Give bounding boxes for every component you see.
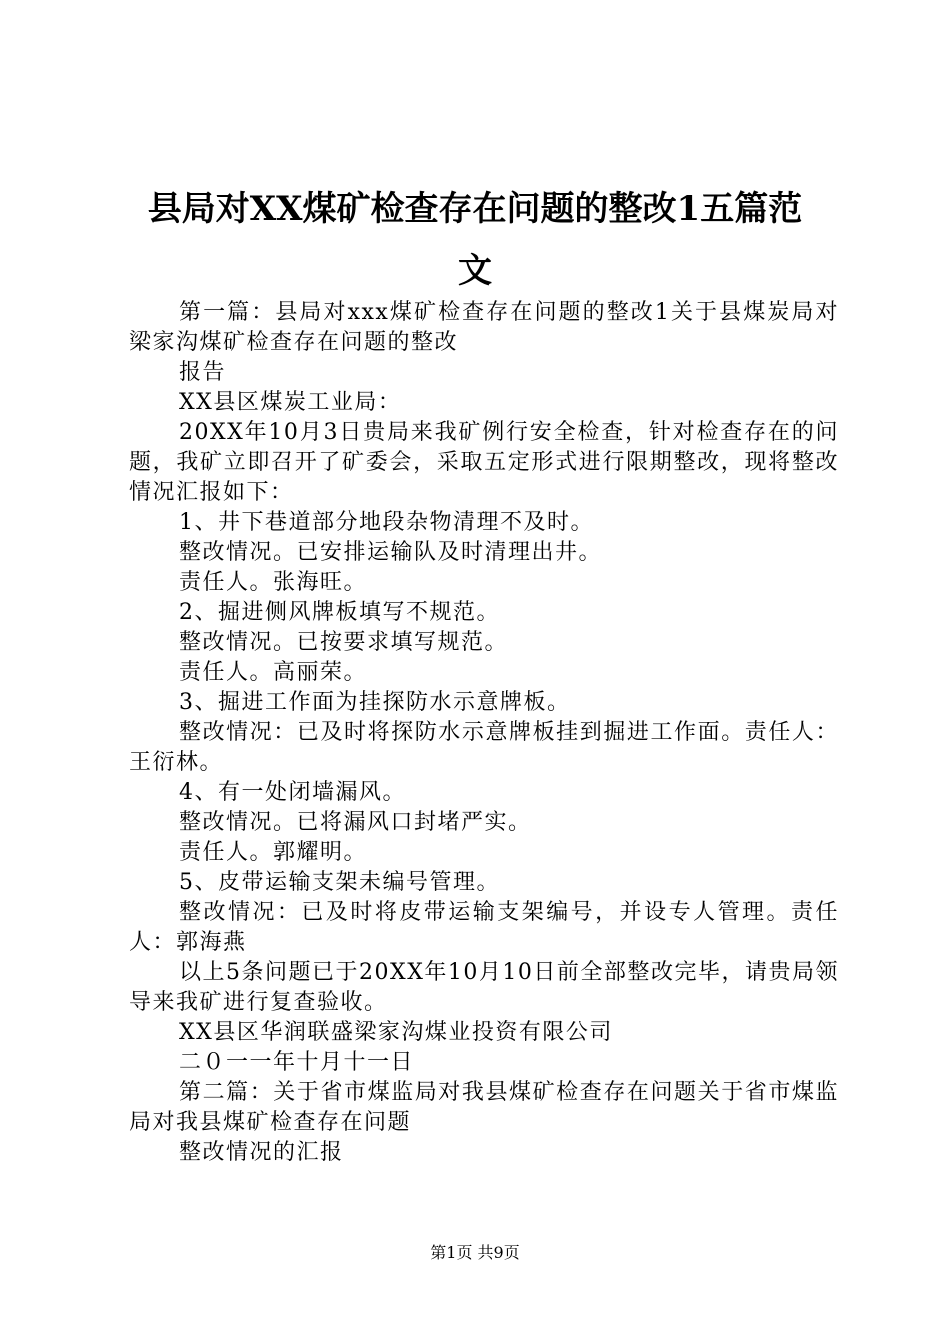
paragraph: 责任人。高丽荣。 (179, 660, 368, 685)
paragraph: XX县区煤炭工业局： (179, 390, 402, 415)
paragraph: XX县区华润联盛梁家沟煤业投资有限公司 (179, 1020, 613, 1045)
paragraph: 20XX年10月3日贵局来我矿例行安全检查，针对检查存在的问题，我矿立即召开了矿委会，采取五定形式进行限期整改，现将整改情况汇报如下： (129, 420, 839, 505)
paragraph: 第二篇：关于省市煤监局对我县煤矿检查存在问题关于省市煤监局对我县煤矿检查存在问题 (129, 1080, 839, 1135)
paragraph: 整改情况。已将漏风口封堵严实。 (179, 810, 532, 835)
paragraph: 责任人。张海旺。 (179, 570, 368, 595)
title-line-2: 文 (458, 251, 492, 291)
paragraph: 整改情况：已及时将探防水示意牌板挂到掘进工作面。责任人：王衍林。 (129, 720, 839, 775)
paragraph: 整改情况。已安排运输队及时清理出井。 (179, 540, 603, 565)
paragraph: 2、掘进侧风牌板填写不规范。 (179, 600, 500, 625)
document-body (129, 298, 839, 1168)
paragraph: 二０一一年十月十一日 (179, 1050, 415, 1075)
title-line-1: 县局对XX煤矿检查存在问题的整改1五篇范 (147, 189, 803, 229)
document-title (120, 178, 830, 302)
paragraph: 4、有一处闭墙漏风。 (179, 780, 406, 805)
paragraph: 以上5条问题已于20XX年10月10日前全部整改完毕，请贵局领导来我矿进行复查验收。 (129, 960, 839, 1015)
paragraph: 整改情况。已按要求填写规范。 (179, 630, 509, 655)
paragraph: 责任人。郭耀明。 (179, 840, 368, 865)
paragraph: 整改情况：已及时将皮带运输支架编号，并设专人管理。责任人：郭海燕 (129, 900, 839, 955)
paragraph: 5、皮带运输支架未编号管理。 (179, 870, 500, 895)
paragraph: 1、井下巷道部分地段杂物清理不及时。 (179, 510, 594, 535)
paragraph: 3、掘进工作面为挂探防水示意牌板。 (179, 690, 571, 715)
paragraph: 报告 (179, 360, 227, 385)
page-footer (0, 1242, 950, 1264)
page-number: 第1页 共9页 (430, 1243, 520, 1262)
paragraph: 第一篇：县局对xxx煤矿检查存在问题的整改1关于县煤炭局对梁家沟煤矿检查存在问题的整改 (129, 300, 839, 355)
paragraph: 整改情况的汇报 (179, 1140, 344, 1165)
